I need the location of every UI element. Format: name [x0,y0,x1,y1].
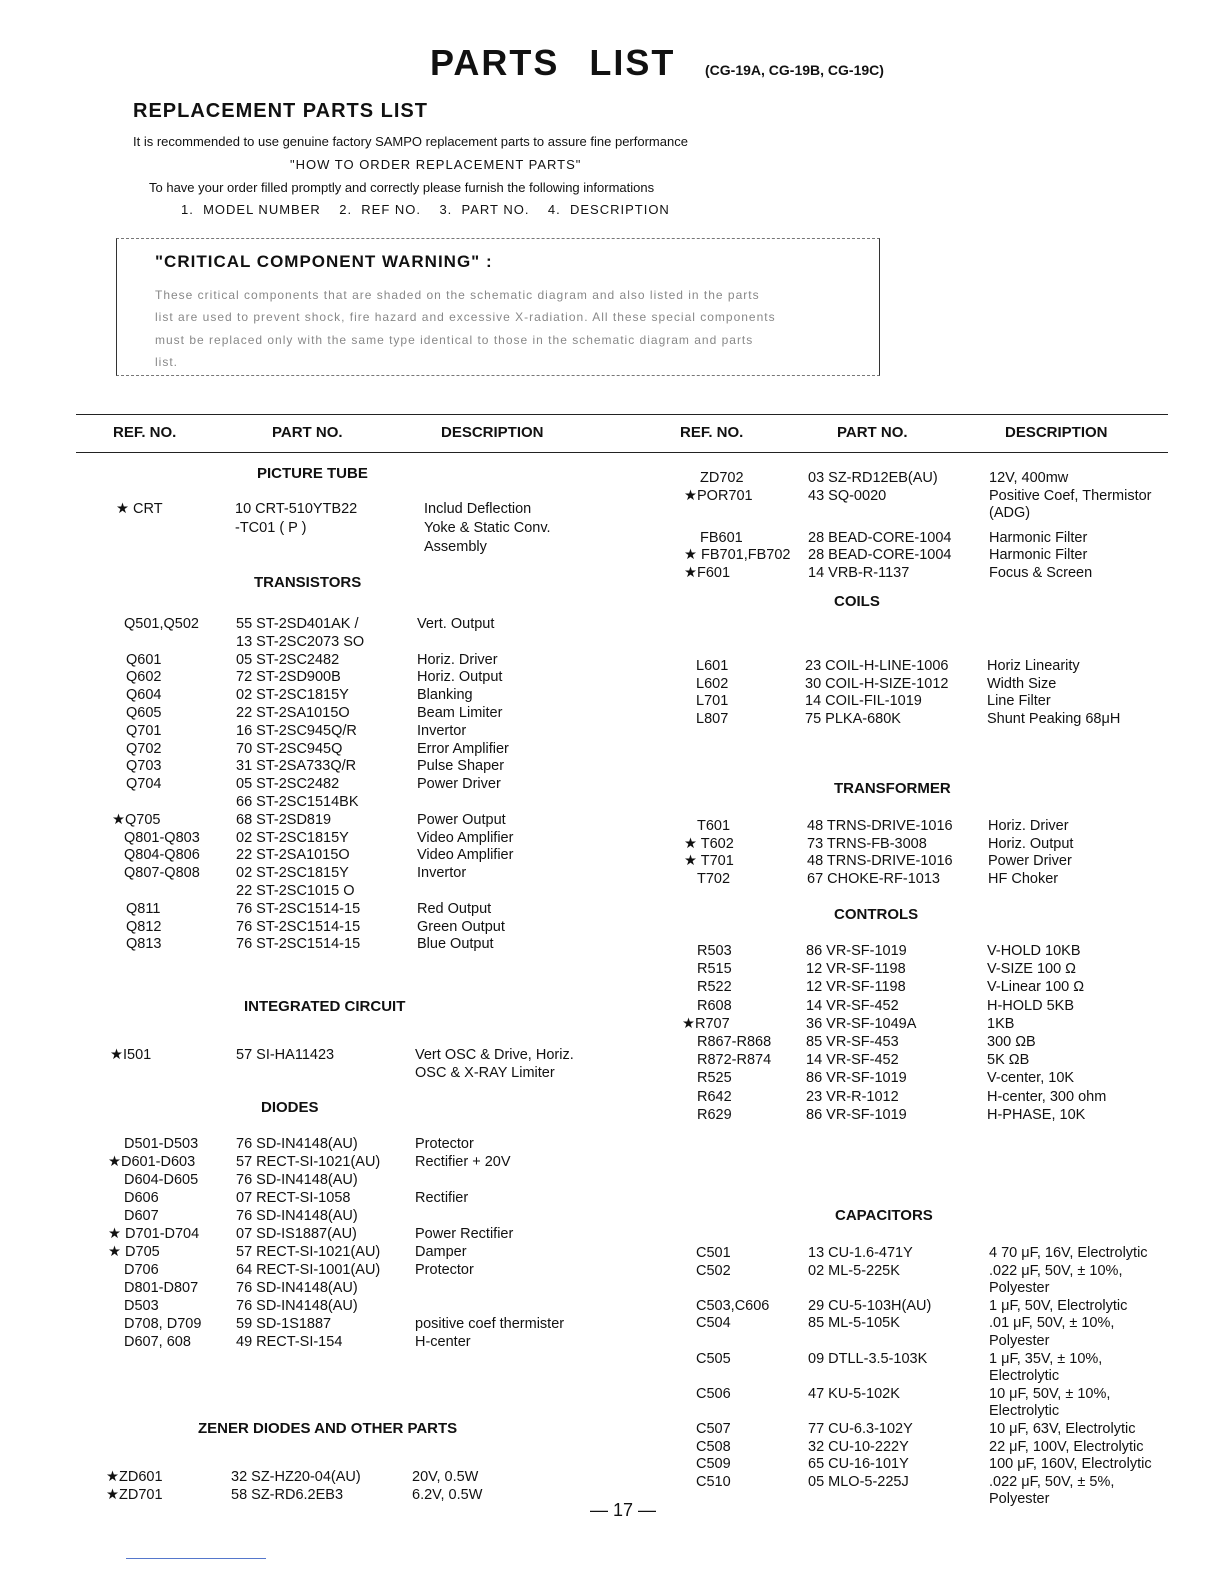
description: Video Amplifier [417,829,514,846]
ref-no: T601 [697,818,731,834]
description: Shunt Peaking 68μH [987,710,1121,727]
ref-no: Q602 [126,669,162,686]
ref-no: ★ CRT [116,501,163,517]
description: Horiz. Output [988,835,1074,852]
part-no: 07 RECT-SI-1058 [236,1190,351,1206]
description: .022 μF, 50V, ± 10%, [989,1262,1123,1279]
description: Assembly [424,539,487,555]
description: V-SIZE 100 Ω [987,961,1077,978]
part-no: 76 ST-2SC1514-15 [236,936,361,953]
ref-no: C509 [696,1456,731,1473]
part-no: 14 COIL-FIL-1019 [805,693,922,709]
ref-no: Q501,Q502 [124,616,199,632]
page-title: PARTS LIST [430,42,676,83]
page-number: — 17 — [590,1500,657,1520]
ref-no: R503 [697,943,732,959]
part-no: 43 SQ-0020 [808,487,887,504]
description: 1 μF, 35V, ± 10%, [989,1350,1103,1367]
description: 1 μF, 50V, Electrolytic [989,1297,1128,1314]
part-no: 23 COIL-H-LINE-1006 [805,658,949,674]
col-header-part: PART NO. [272,424,343,441]
ref-no: Q702 [126,740,162,757]
part-no: 64 RECT-SI-1001(AU) [236,1262,381,1278]
part-no: 14 VR-SF-452 [806,997,899,1014]
ref-no: ★ D705 [108,1244,160,1260]
description: Blanking [417,687,473,704]
part-no: 77 CU-6.3-102Y [808,1421,913,1437]
part-no: 12 VR-SF-1198 [806,979,906,996]
part-no: 65 CU-16-101Y [808,1456,909,1473]
ref-no: C505 [696,1350,731,1367]
part-no: 55 ST-2SD401AK / [236,616,359,632]
warning-title: "CRITICAL COMPONENT WARNING" : [155,252,493,271]
description: 10 μF, 63V, Electrolytic [989,1421,1136,1437]
part-no: 76 SD-IN4148(AU) [236,1136,358,1152]
description: 12V, 400mw [989,470,1069,486]
ref-no: Q703 [126,758,162,775]
description: Power Output [417,811,506,828]
part-no: 14 VRB-R-1137 [808,564,910,581]
section-heading: ZENER DIODES AND OTHER PARTS [198,1420,458,1437]
ref-no: Q704 [126,776,162,793]
warning-text: These critical components that are shaded on the schematic diagram and also listed in the parts [155,288,760,302]
description: 4 70 μF, 16V, Electrolytic [989,1245,1148,1261]
description: Protector [415,1136,474,1152]
description: Line Filter [987,693,1051,709]
part-no: 86 VR-SF-1019 [806,1070,907,1087]
description: Electrolytic [989,1403,1060,1420]
description: Polyester [989,1280,1050,1297]
part-no: 32 SZ-HZ20-04(AU) [231,1469,361,1485]
description: Vert. Output [417,616,495,632]
ref-no: C501 [696,1245,731,1261]
ref-no: D503 [124,1298,159,1314]
description: Positive Coef, Thermistor [989,487,1152,504]
description: 300 ΩB [987,1034,1036,1050]
description: 100 μF, 160V, Electrolytic [989,1456,1152,1473]
part-no: 05 ST-2SC2482 [236,651,340,668]
ref-no: FB601 [700,529,743,546]
part-no: 05 ST-2SC2482 [236,776,340,793]
description: Vert OSC & Drive, Horiz. [415,1047,574,1063]
ref-no: ★F601 [684,564,731,581]
part-no: 13 ST-2SC2073 SO [236,633,365,650]
part-no: 70 ST-2SC945Q [236,740,343,757]
ref-no: R515 [697,961,732,978]
part-no: 76 SD-IN4148(AU) [236,1298,358,1314]
warning-text: list. [155,355,178,369]
description: .01 μF, 50V, ± 10%, [989,1315,1115,1332]
description: 1KB [987,1015,1015,1032]
ref-no: C503,C606 [696,1297,770,1314]
description: Horiz. Driver [988,818,1069,834]
section-heading: DIODES [261,1099,319,1116]
part-no: 03 SZ-RD12EB(AU) [808,470,938,486]
description: H-HOLD 5KB [987,997,1075,1014]
table-top-rule [76,414,1168,415]
col-header-desc: DESCRIPTION [441,424,544,441]
ref-no: Q812 [126,918,162,935]
description: Error Amplifier [417,740,509,757]
ref-no: Q601 [126,651,162,668]
description: H-center, 300 ohm [987,1088,1107,1105]
description: 5K ΩB [987,1052,1030,1069]
ref-no: R525 [697,1070,732,1087]
ref-no: D604-D605 [124,1172,199,1188]
section-heading: TRANSISTORS [254,574,362,591]
ref-no: R522 [697,979,732,996]
description: H-center [415,1334,471,1350]
ref-no: R642 [697,1088,732,1105]
part-no: 22 ST-2SA1015O [236,847,350,864]
description: Pulse Shaper [417,758,505,775]
part-no: 76 ST-2SC1514-15 [236,900,361,917]
replacement-parts-heading: REPLACEMENT PARTS LIST [133,100,428,122]
warning-text: list are used to prevent shock, fire hazard and excessive X-radiation. All these special components [155,310,776,324]
part-no: 28 BEAD-CORE-1004 [808,547,952,563]
description: Invertor [417,722,467,739]
ref-no: ★ T602 [684,835,734,852]
description: positive coef thermister [415,1316,565,1332]
part-no: 14 VR-SF-452 [806,1052,899,1069]
part-no: 66 ST-2SC1514BK [236,794,359,810]
part-no: 16 ST-2SC945Q/R [236,722,357,739]
model-subtitle: (CG-19A, CG-19B, CG-19C) [705,62,884,78]
description: Invertor [417,865,467,882]
section-heading: CONTROLS [834,906,919,923]
description: 20V, 0.5W [412,1469,479,1485]
description: V-HOLD 10KB [987,943,1081,959]
part-no: 47 KU-5-102K [808,1385,900,1402]
ref-no: R608 [697,997,732,1014]
ref-no: ★R707 [682,1015,730,1032]
description: Focus & Screen [989,564,1093,581]
table-header-rule [76,452,1168,453]
warning-text: must be replaced only with the same type identical to those in the schematic diagram and parts [155,333,754,347]
ref-no: D801-D807 [124,1280,199,1296]
col-header-ref: REF. NO. [113,424,177,441]
section-heading: CAPACITORS [835,1207,933,1224]
part-no: 67 CHOKE-RF-1013 [807,870,940,887]
section-heading: PICTURE TUBE [257,465,368,482]
ref-no: C502 [696,1262,731,1279]
description: Includ Deflection [424,501,532,517]
description: Horiz. Driver [417,651,498,668]
ref-no: Q604 [126,687,162,704]
part-no: 31 ST-2SA733Q/R [236,758,357,775]
description: Power Rectifier [415,1226,514,1242]
ref-no: D607, 608 [124,1334,191,1350]
section-heading: TRANSFORMER [834,780,951,797]
description: Beam Limiter [417,705,503,721]
part-no: 02 ST-2SC1815Y [236,829,349,846]
description: Width Size [987,675,1057,692]
part-no: 12 VR-SF-1198 [806,961,906,978]
ref-no: ★POR701 [684,487,753,504]
intro-line: It is recommended to use genuine factory SAMPO replacement parts to assure fine performance [133,134,688,149]
part-no: 57 RECT-SI-1021(AU) [236,1154,381,1170]
part-no: 05 MLO-5-225J [808,1473,909,1490]
ref-no: D606 [124,1190,159,1206]
footer-rule [126,1558,266,1559]
ref-no: ★ZD701 [106,1487,163,1503]
col-header-ref: REF. NO. [680,424,744,441]
description: (ADG) [989,505,1031,521]
part-no: 02 ST-2SC1815Y [236,687,349,704]
part-no: 76 ST-2SC1514-15 [236,918,361,935]
part-no: 76 SD-IN4148(AU) [236,1172,358,1188]
description: Power Driver [988,853,1072,869]
part-no: 02 ST-2SC1815Y [236,865,349,882]
section-heading: COILS [834,593,880,610]
part-no: 48 TRNS-DRIVE-1016 [807,853,953,869]
part-no: 48 TRNS-DRIVE-1016 [807,818,953,834]
ref-no: D706 [124,1262,159,1278]
intro-line: "HOW TO ORDER REPLACEMENT PARTS" [290,157,582,172]
part-no: 32 CU-10-222Y [808,1438,909,1455]
part-no: 36 VR-SF-1049A [806,1015,917,1032]
ref-no: D708, D709 [124,1316,202,1332]
part-no: 28 BEAD-CORE-1004 [808,529,952,546]
description: Protector [415,1262,474,1278]
ref-no: R867-R868 [697,1034,772,1050]
part-no: 86 VR-SF-1019 [806,1106,907,1123]
description: Horiz. Output [417,669,503,686]
part-no: 57 SI-HA11423 [236,1047,335,1063]
ref-no: Q807-Q808 [124,865,200,882]
ref-no: D501-D503 [124,1136,199,1152]
ref-no: C504 [696,1315,731,1332]
description: V-center, 10K [987,1070,1075,1087]
part-no: 86 VR-SF-1019 [806,943,907,959]
description: Horiz Linearity [987,658,1080,674]
description: Rectifier [415,1190,469,1206]
col-header-desc: DESCRIPTION [1005,424,1108,441]
ref-no: C506 [696,1385,731,1402]
description: H-PHASE, 10K [987,1106,1086,1123]
description: V-Linear 100 Ω [987,979,1085,996]
ref-no: Q701 [126,722,162,739]
description: Rectifier + 20V [415,1154,511,1170]
intro-line: To have your order filled promptly and correctly please furnish the following informations [149,180,655,195]
ref-no: L807 [696,710,729,727]
description: Electrolytic [989,1368,1060,1385]
part-no: 68 ST-2SD819 [236,811,332,828]
col-header-part: PART NO. [837,424,908,441]
part-no: 02 ML-5-225K [808,1262,900,1279]
ref-no: ★ FB701,FB702 [684,547,791,563]
ref-no: Q801-Q803 [124,829,200,846]
description: Harmonic Filter [989,529,1088,546]
ref-no: Q605 [126,705,162,721]
ref-no: L602 [696,675,729,692]
section-heading: INTEGRATED CIRCUIT [244,998,406,1015]
ref-no: ★D601-D603 [108,1154,196,1170]
description: Yoke & Static Conv. [424,520,551,536]
description: Damper [415,1244,467,1260]
ref-no: C508 [696,1438,731,1455]
part-no: 59 SD-1S1887 [236,1316,332,1332]
description: 22 μF, 100V, Electrolytic [989,1438,1144,1455]
ref-no: L601 [696,658,729,674]
part-no: 22 ST-2SC1015 O [236,883,355,899]
ref-no: ★I501 [110,1047,152,1063]
description: 6.2V, 0.5W [412,1487,483,1503]
description: Video Amplifier [417,847,514,864]
ref-no: Q813 [126,936,162,953]
part-no: 85 VR-SF-453 [806,1034,899,1050]
part-no: -TC01 ( P ) [235,520,307,536]
part-no: 22 ST-2SA1015O [236,705,350,721]
part-no: 76 SD-IN4148(AU) [236,1208,358,1224]
ref-no: Q804-Q806 [124,847,200,864]
description: Polyester [989,1491,1050,1508]
part-no: 07 SD-IS1887(AU) [236,1226,357,1242]
ref-no: Q811 [126,900,161,917]
part-no: 30 COIL-H-SIZE-1012 [805,675,949,692]
part-no: 49 RECT-SI-154 [236,1334,343,1350]
ref-no: ZD702 [700,470,744,486]
part-no: 73 TRNS-FB-3008 [807,835,927,852]
ref-no: R629 [697,1106,732,1123]
ref-no: ★ D701-D704 [108,1226,200,1242]
description: Blue Output [417,936,494,953]
ref-no: C510 [696,1473,731,1490]
part-no: 72 ST-2SD900B [236,669,341,686]
part-no: 09 DTLL-3.5-103K [808,1350,928,1367]
part-no: 58 SZ-RD6.2EB3 [231,1487,344,1503]
ref-no: R872-R874 [697,1052,772,1069]
part-no: 29 CU-5-103H(AU) [808,1297,932,1314]
description: Polyester [989,1333,1050,1349]
description: Green Output [417,918,505,935]
part-no: 10 CRT-510YTB22 [235,501,358,517]
ref-no: L701 [696,693,729,709]
ref-no: D607 [124,1208,159,1224]
description: .022 μF, 50V, ± 5%, [989,1473,1115,1490]
description: 10 μF, 50V, ± 10%, [989,1385,1111,1402]
part-no: 57 RECT-SI-1021(AU) [236,1244,381,1260]
ref-no: T702 [697,870,731,887]
part-no: 23 VR-R-1012 [806,1088,899,1105]
ref-no: ★ T701 [684,853,734,869]
part-no: 75 PLKA-680K [805,710,901,727]
part-no: 85 ML-5-105K [808,1315,900,1332]
description: Red Output [417,900,492,917]
description: OSC & X-RAY Limiter [415,1065,555,1081]
part-no: 76 SD-IN4148(AU) [236,1280,358,1296]
ref-no: C507 [696,1421,731,1437]
description: Power Driver [417,776,501,793]
ref-no: ★ZD601 [106,1469,163,1485]
description: Harmonic Filter [989,547,1088,563]
part-no: 13 CU-1.6-471Y [808,1245,913,1261]
description: HF Choker [988,870,1059,887]
ref-no: ★Q705 [112,811,161,828]
intro-line: 1. MODEL NUMBER 2. REF NO. 3. PART NO. 4. DESCRIPTION [181,202,670,217]
